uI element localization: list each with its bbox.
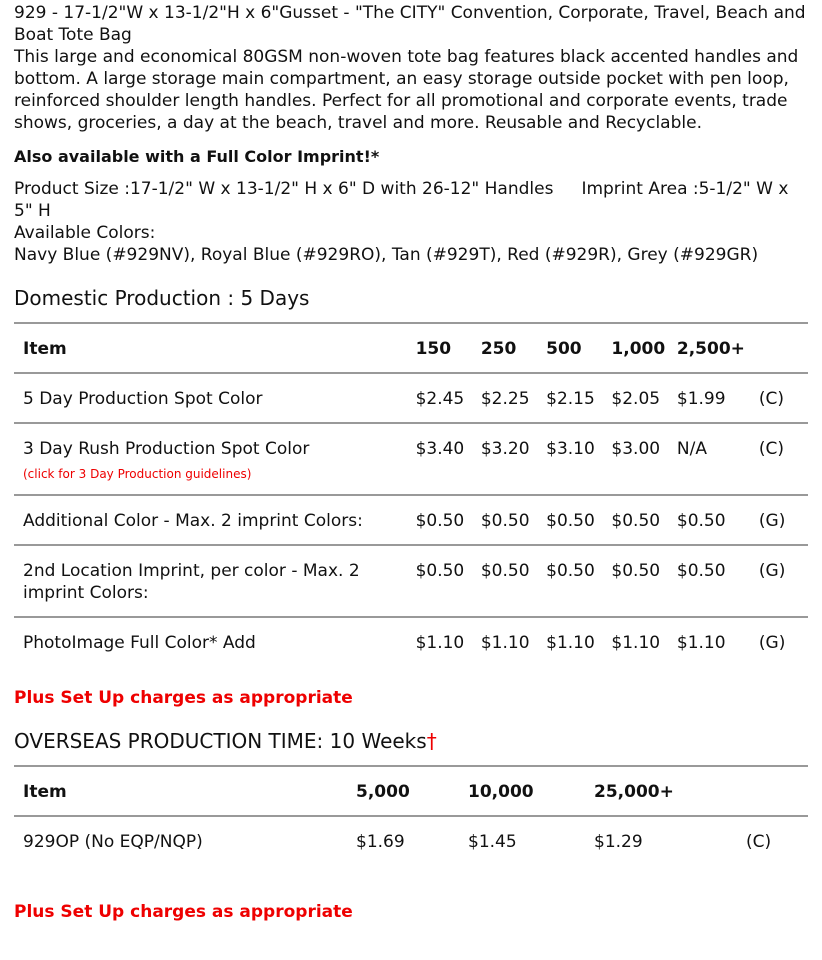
table-row [14, 495, 808, 545]
price-cell: $0.50 [676, 561, 726, 581]
domestic-pricing-table [14, 322, 808, 666]
dagger-mark: † [426, 729, 437, 753]
header-qty: 150 [415, 339, 452, 359]
row-item: Additional Color - Max. 2 imprint Colors: [23, 511, 363, 531]
overseas-section-title [14, 728, 808, 754]
table-row [14, 816, 808, 865]
price-code: (G) [758, 561, 786, 581]
price-cell: $2.45 [415, 389, 465, 409]
price-cell: $2.15 [546, 389, 595, 409]
rush-guidelines-link[interactable]: (click for 3 Day Production guidelines) [23, 467, 252, 481]
header-code [746, 766, 808, 816]
price-cell: $0.50 [415, 511, 465, 531]
price-code: (G) [758, 633, 786, 653]
price-code: (G) [758, 511, 786, 531]
price-cell: $1.10 [415, 633, 465, 653]
header-qty: 2,500+ [676, 339, 745, 359]
colors-label: Available Colors: [14, 223, 156, 243]
row-item: 5 Day Production Spot Color [23, 389, 263, 409]
price-cell: $0.50 [611, 511, 661, 531]
table-header-row [14, 766, 808, 816]
price-cell: $1.45 [468, 832, 517, 852]
price-cell: $2.25 [480, 389, 530, 409]
price-cell: $0.50 [611, 561, 661, 581]
price-cell: $0.50 [480, 561, 530, 581]
product-description: This large and economical 80GSM non-woven tote bag features black accented handles and bottom. A large storage main compartment, an easy storage outside pocket with pen loop, reinforced shoulder length handles. Perfect for all promotional and corporate events, trade shows, groceries, a day at the beach, travel and more. Reusable and Recyclable. [14, 47, 799, 133]
price-cell: $3.20 [480, 439, 530, 459]
price-cell: N/A [676, 439, 707, 459]
product-title: 929 - 17-1/2"W x 13-1/2"H x 6"Gusset - "The CITY" Convention, Corporate, Travel, Beach and Boat Tote Bag [14, 3, 806, 45]
price-cell: $1.10 [480, 633, 530, 653]
price-cell: $1.29 [594, 832, 643, 852]
product-specs [14, 178, 808, 266]
price-cell: $1.10 [676, 633, 726, 653]
row-item: PhotoImage Full Color* Add [23, 633, 256, 653]
table-row [14, 373, 808, 423]
row-item: 2nd Location Imprint, per color - Max. 2 imprint Colors: [23, 561, 360, 603]
price-cell: $0.50 [546, 561, 595, 581]
available-colors: Navy Blue (#929NV), Royal Blue (#929RO), Tan (#929T), Red (#929R), Grey (#929GR) [14, 245, 759, 265]
header-qty: 10,000 [468, 782, 534, 802]
product-content [14, 0, 808, 923]
imprint-area: Imprint Area :5-1/2" W x 5" H [14, 179, 789, 221]
table-row [14, 617, 808, 666]
overseas-pricing-table [14, 765, 808, 865]
price-cell: $1.10 [611, 633, 661, 653]
row-item-cell [14, 423, 416, 495]
table-header-row [14, 323, 808, 373]
table-row [14, 545, 808, 617]
price-cell: $1.69 [356, 832, 405, 852]
price-cell: $0.50 [480, 511, 530, 531]
header-qty: 500 [546, 339, 582, 359]
price-cell: $0.50 [546, 511, 595, 531]
table-row [14, 423, 808, 495]
header-code [745, 323, 808, 373]
header-qty: 250 [480, 339, 517, 359]
domestic-section-title: Domestic Production : 5 Days [14, 286, 310, 310]
price-cell: $3.00 [611, 439, 661, 459]
setup-charges-note: Plus Set Up charges as appropriate [14, 902, 353, 922]
full-color-note: Also available with a Full Color Imprint!* [14, 147, 380, 166]
header-qty: 5,000 [356, 782, 410, 802]
row-item: 3 Day Rush Production Spot Color [23, 439, 310, 459]
setup-charges-note: Plus Set Up charges as appropriate [14, 688, 353, 708]
price-code: (C) [758, 389, 785, 409]
header-item: Item [23, 782, 67, 802]
header-item: Item [23, 339, 67, 359]
price-cell: $3.40 [415, 439, 465, 459]
price-cell: $2.05 [611, 389, 661, 409]
price-cell: $0.50 [415, 561, 465, 581]
row-item: 929OP (No EQP/NQP) [23, 832, 203, 852]
header-qty: 1,000 [611, 339, 666, 359]
price-cell: $1.10 [546, 633, 595, 653]
price-code: (C) [746, 832, 772, 852]
price-cell: $0.50 [676, 511, 726, 531]
header-qty: 25,000+ [594, 782, 674, 802]
price-cell: $1.99 [676, 389, 726, 409]
overseas-title-text: OVERSEAS PRODUCTION TIME: 10 Weeks [14, 729, 427, 753]
product-size: Product Size :17-1/2" W x 13-1/2" H x 6" D with 26-12" Handles [14, 179, 554, 199]
price-cell: $3.10 [546, 439, 595, 459]
price-code: (C) [758, 439, 785, 459]
